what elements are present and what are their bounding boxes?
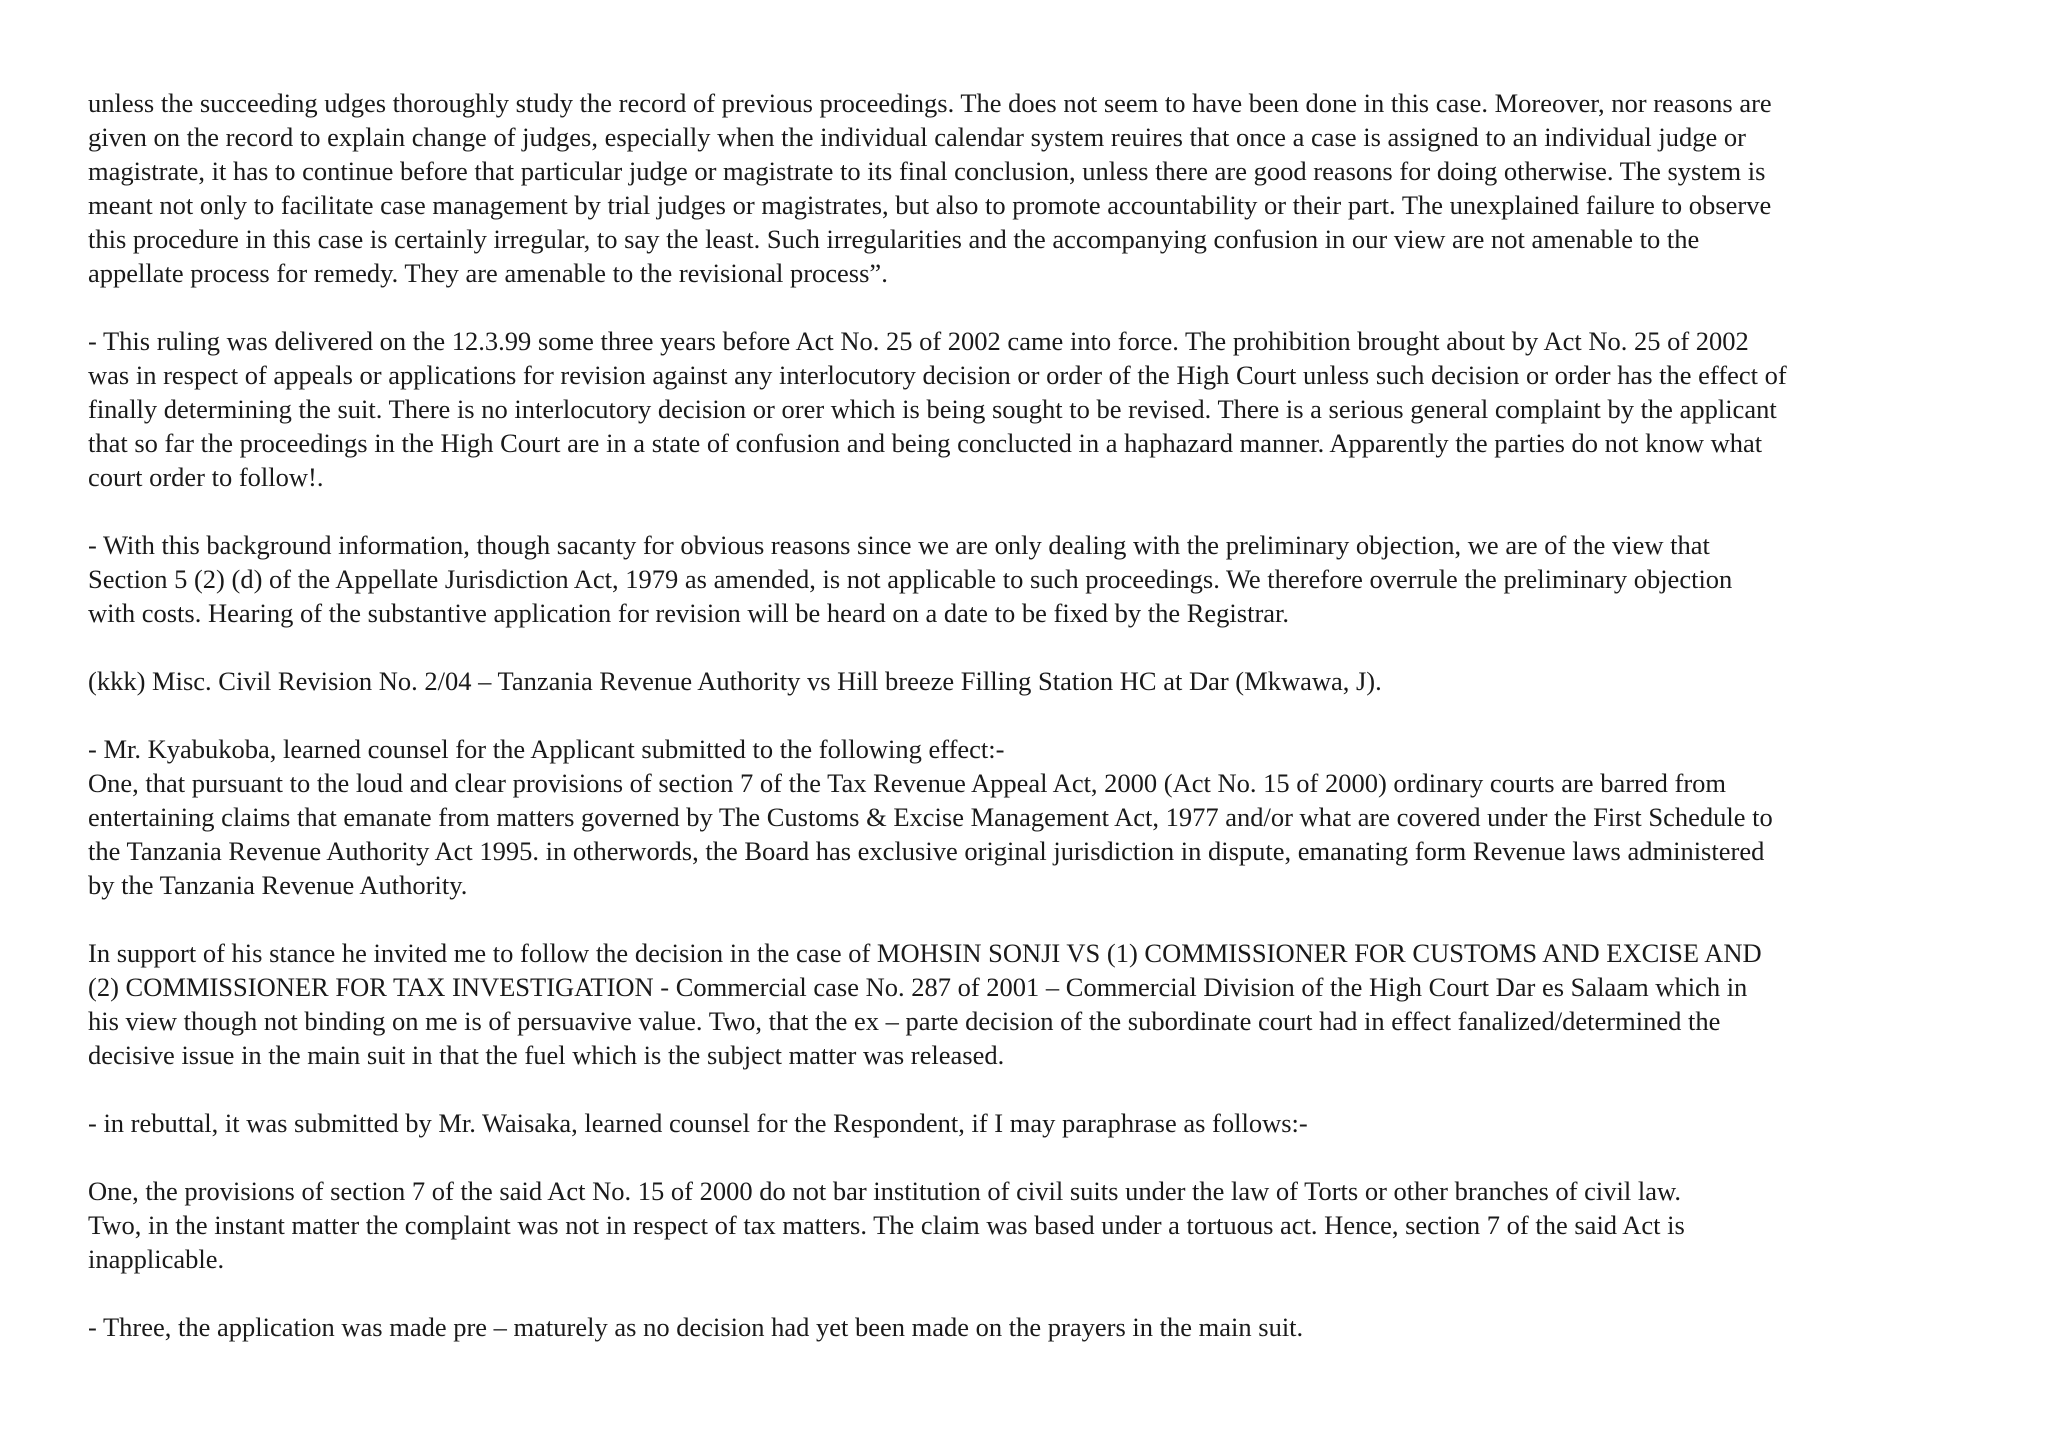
text-line: In support of his stance he invited me to follow the decision in the case of MOHSIN SONJI VS (1) COMMISSIONER FOR CUSTOMS AND EXCISE AND [88, 938, 1762, 968]
text-line: magistrate, it has to continue before that particular judge or magistrate to its final conclusion, unless there are good reasons for doing otherwise. The system is [88, 156, 1766, 186]
text-line: the Tanzania Revenue Authority Act 1995. in otherwords, the Board has exclusive original jurisdiction in dispute, emanating form Revenue laws administered [88, 836, 1765, 866]
paragraph [88, 664, 1988, 698]
text-line: this procedure in this case is certainly irregular, to say the least. Such irregularities and the accompanying confusion in our view are not amenable to the [88, 224, 1700, 254]
text-line: entertaining claims that emanate from matters governed by The Customs & Excise Management Act, 1977 and/or what are covered under the First Schedule to [88, 802, 1773, 832]
text-line: unless the succeeding udges thoroughly study the record of previous proceedings. The does not seem to have been done in this case. Moreover, nor reasons are [88, 88, 1772, 118]
paragraph [88, 1174, 1988, 1276]
text-line: (kkk) Misc. Civil Revision No. 2/04 – Tanzania Revenue Authority vs Hill breeze Filling Station HC at Dar (Mkwawa, J). [88, 666, 1382, 696]
text-line: his view though not binding on me is of persuavive value. Two, that the ex – parte decision of the subordinate court had in effect fanalized/determined the [88, 1006, 1721, 1036]
text-line: that so far the proceedings in the High Court are in a state of confusion and being conclucted in a haphazard manner. Apparently the parties do not know what [88, 428, 1763, 458]
text-line: meant not only to facilitate case management by trial judges or magistrates, but also to promote accountability or their part. The unexplained failure to observe [88, 190, 1772, 220]
text-line: (2) COMMISSIONER FOR TAX INVESTIGATION - Commercial case No. 287 of 2001 – Commercial Division of the High Court Dar es Salaam which in [88, 972, 1748, 1002]
text-line: One, the provisions of section 7 of the said Act No. 15 of 2000 do not bar institution of civil suits under the law of Torts or other branches of civil law. [88, 1176, 1682, 1206]
paragraph [88, 1106, 1988, 1140]
paragraph [88, 936, 1988, 1072]
paragraph [88, 528, 1988, 630]
paragraph [88, 732, 1988, 902]
text-line: court order to follow!. [88, 462, 324, 492]
text-line: Section 5 (2) (d) of the Appellate Jurisdiction Act, 1979 as amended, is not applicable to such proceedings. We therefore overrule the preliminary objection [88, 564, 1733, 594]
text-line: appellate process for remedy. They are amenable to the revisional process”. [88, 258, 888, 288]
text-line: was in respect of appeals or applications for revision against any interlocutory decision or order of the High Court unless such decision or order has the effect of [88, 360, 1787, 390]
text-line: inapplicable. [88, 1244, 225, 1274]
text-line: - in rebuttal, it was submitted by Mr. Waisaka, learned counsel for the Respondent, if I may paraphrase as follows:- [88, 1108, 1308, 1138]
text-line: Two, in the instant matter the complaint was not in respect of tax matters. The claim was based under a tortuous act. Hence, section 7 of the said Act is [88, 1210, 1685, 1240]
text-line: - Three, the application was made pre – maturely as no decision had yet been made on the prayers in the main suit. [88, 1312, 1304, 1342]
paragraph [88, 1310, 1988, 1344]
paragraph [88, 324, 1988, 494]
document-page [88, 86, 1988, 1378]
text-line: given on the record to explain change of judges, especially when the individual calendar system reuires that once a case is assigned to an individual judge or [88, 122, 1746, 152]
text-line: One, that pursuant to the loud and clear provisions of section 7 of the Tax Revenue Appeal Act, 2000 (Act No. 15 of 2000) ordinary courts are barred from [88, 768, 1727, 798]
text-line: finally determining the suit. There is no interlocutory decision or orer which is being sought to be revised. There is a serious general complaint by the applicant [88, 394, 1777, 424]
text-line: decisive issue in the main suit in that the fuel which is the subject matter was released. [88, 1040, 1005, 1070]
text-line: by the Tanzania Revenue Authority. [88, 870, 468, 900]
text-line: - With this background information, though sacanty for obvious reasons since we are only dealing with the preliminary objection, we are of the view that [88, 530, 1710, 560]
text-line: - Mr. Kyabukoba, learned counsel for the Applicant submitted to the following effect:- [88, 734, 1005, 764]
paragraph [88, 86, 1988, 290]
text-line: with costs. Hearing of the substantive application for revision will be heard on a date to be fixed by the Registrar. [88, 598, 1290, 628]
text-line: - This ruling was delivered on the 12.3.99 some three years before Act No. 25 of 2002 came into force. The prohibition brought about by Act No. 25 of 2002 [88, 326, 1749, 356]
